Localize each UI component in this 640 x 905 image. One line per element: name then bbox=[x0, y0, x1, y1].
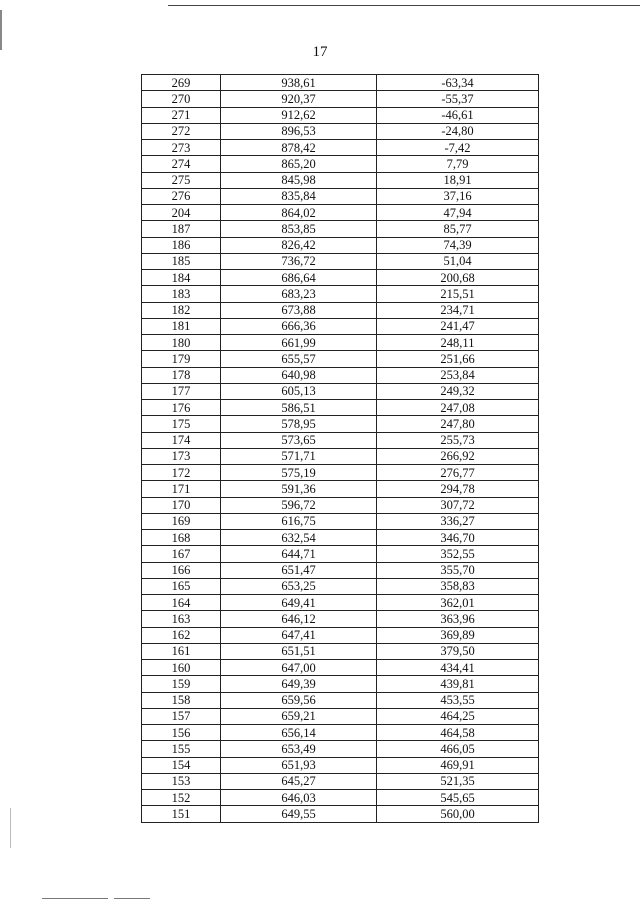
table-row bbox=[142, 595, 539, 611]
point-number-cell: 165 bbox=[142, 578, 221, 594]
table-row bbox=[142, 773, 539, 789]
y-coordinate-cell: 294,78 bbox=[377, 481, 539, 497]
x-coordinate-cell: 591,36 bbox=[221, 481, 377, 497]
x-coordinate-cell: 653,49 bbox=[221, 741, 377, 757]
table-row bbox=[142, 530, 539, 546]
point-number-cell: 166 bbox=[142, 562, 221, 578]
table-row bbox=[142, 351, 539, 367]
table-row bbox=[142, 302, 539, 318]
y-coordinate-cell: 379,50 bbox=[377, 643, 539, 659]
table-row bbox=[142, 75, 539, 91]
point-number-cell: 154 bbox=[142, 757, 221, 773]
point-number-cell: 170 bbox=[142, 497, 221, 513]
table-row bbox=[142, 107, 539, 123]
table-row bbox=[142, 400, 539, 416]
table-row bbox=[142, 91, 539, 107]
table-row bbox=[142, 383, 539, 399]
table-row bbox=[142, 416, 539, 432]
point-number-cell: 181 bbox=[142, 318, 221, 334]
table-row bbox=[142, 806, 539, 822]
point-number-cell: 158 bbox=[142, 692, 221, 708]
y-coordinate-cell: 363,96 bbox=[377, 611, 539, 627]
x-coordinate-cell: 651,93 bbox=[221, 757, 377, 773]
x-coordinate-cell: 938,61 bbox=[221, 75, 377, 91]
x-coordinate-cell: 605,13 bbox=[221, 383, 377, 399]
table-row bbox=[142, 318, 539, 334]
y-coordinate-cell: 255,73 bbox=[377, 432, 539, 448]
x-coordinate-cell: 912,62 bbox=[221, 107, 377, 123]
x-coordinate-cell: 586,51 bbox=[221, 400, 377, 416]
point-number-cell: 162 bbox=[142, 627, 221, 643]
y-coordinate-cell: 51,04 bbox=[377, 253, 539, 269]
point-number-cell: 272 bbox=[142, 123, 221, 139]
x-coordinate-cell: 666,36 bbox=[221, 318, 377, 334]
x-coordinate-cell: 651,51 bbox=[221, 643, 377, 659]
point-number-cell: 275 bbox=[142, 172, 221, 188]
point-number-cell: 159 bbox=[142, 676, 221, 692]
point-number-cell: 161 bbox=[142, 643, 221, 659]
y-coordinate-cell: 241,47 bbox=[377, 318, 539, 334]
table-row bbox=[142, 237, 539, 253]
x-coordinate-cell: 573,65 bbox=[221, 432, 377, 448]
table-row bbox=[142, 692, 539, 708]
x-coordinate-cell: 673,88 bbox=[221, 302, 377, 318]
table-row bbox=[142, 188, 539, 204]
table-row bbox=[142, 578, 539, 594]
y-coordinate-cell: 369,89 bbox=[377, 627, 539, 643]
x-coordinate-cell: 826,42 bbox=[221, 237, 377, 253]
point-number-cell: 271 bbox=[142, 107, 221, 123]
table-row bbox=[142, 757, 539, 773]
x-coordinate-cell: 865,20 bbox=[221, 156, 377, 172]
point-number-cell: 185 bbox=[142, 253, 221, 269]
point-number-cell: 171 bbox=[142, 481, 221, 497]
x-coordinate-cell: 571,71 bbox=[221, 448, 377, 464]
point-number-cell: 187 bbox=[142, 221, 221, 237]
x-coordinate-cell: 659,21 bbox=[221, 708, 377, 724]
table-row bbox=[142, 611, 539, 627]
point-number-cell: 269 bbox=[142, 75, 221, 91]
y-coordinate-cell: 37,16 bbox=[377, 188, 539, 204]
x-coordinate-cell: 616,75 bbox=[221, 513, 377, 529]
x-coordinate-cell: 653,25 bbox=[221, 578, 377, 594]
y-coordinate-cell: 439,81 bbox=[377, 676, 539, 692]
y-coordinate-cell: 234,71 bbox=[377, 302, 539, 318]
point-number-cell: 183 bbox=[142, 286, 221, 302]
point-number-cell: 180 bbox=[142, 335, 221, 351]
y-coordinate-cell: 247,08 bbox=[377, 400, 539, 416]
point-number-cell: 204 bbox=[142, 205, 221, 221]
y-coordinate-cell: 266,92 bbox=[377, 448, 539, 464]
x-coordinate-cell: 645,27 bbox=[221, 773, 377, 789]
y-coordinate-cell: 464,25 bbox=[377, 708, 539, 724]
page-number: 17 bbox=[312, 44, 328, 60]
x-coordinate-cell: 647,00 bbox=[221, 660, 377, 676]
table-row bbox=[142, 546, 539, 562]
y-coordinate-cell: 248,11 bbox=[377, 335, 539, 351]
x-coordinate-cell: 596,72 bbox=[221, 497, 377, 513]
table-row bbox=[142, 221, 539, 237]
y-coordinate-cell: -46,61 bbox=[377, 107, 539, 123]
x-coordinate-cell: 853,85 bbox=[221, 221, 377, 237]
y-coordinate-cell: 346,70 bbox=[377, 530, 539, 546]
table-row bbox=[142, 286, 539, 302]
table-row bbox=[142, 432, 539, 448]
x-coordinate-cell: 632,54 bbox=[221, 530, 377, 546]
x-coordinate-cell: 878,42 bbox=[221, 140, 377, 156]
point-number-cell: 276 bbox=[142, 188, 221, 204]
table-row bbox=[142, 481, 539, 497]
y-coordinate-cell: 85,77 bbox=[377, 221, 539, 237]
point-number-cell: 164 bbox=[142, 595, 221, 611]
x-coordinate-cell: 646,03 bbox=[221, 790, 377, 806]
table-row bbox=[142, 253, 539, 269]
y-coordinate-cell: -55,37 bbox=[377, 91, 539, 107]
top-rule bbox=[168, 5, 640, 6]
scan-margin-mark-lower bbox=[10, 808, 11, 848]
y-coordinate-cell: 466,05 bbox=[377, 741, 539, 757]
y-coordinate-cell: 7,79 bbox=[377, 156, 539, 172]
point-number-cell: 163 bbox=[142, 611, 221, 627]
table-row bbox=[142, 741, 539, 757]
y-coordinate-cell: -24,80 bbox=[377, 123, 539, 139]
y-coordinate-cell: 469,91 bbox=[377, 757, 539, 773]
table-row bbox=[142, 790, 539, 806]
point-number-cell: 156 bbox=[142, 725, 221, 741]
table-row bbox=[142, 660, 539, 676]
x-coordinate-cell: 646,12 bbox=[221, 611, 377, 627]
y-coordinate-cell: 251,66 bbox=[377, 351, 539, 367]
point-number-cell: 157 bbox=[142, 708, 221, 724]
x-coordinate-cell: 686,64 bbox=[221, 270, 377, 286]
y-coordinate-cell: 362,01 bbox=[377, 595, 539, 611]
x-coordinate-cell: 661,99 bbox=[221, 335, 377, 351]
point-number-cell: 155 bbox=[142, 741, 221, 757]
y-coordinate-cell: 352,55 bbox=[377, 546, 539, 562]
y-coordinate-cell: 247,80 bbox=[377, 416, 539, 432]
footer-rule-right bbox=[114, 898, 150, 899]
y-coordinate-cell: 453,55 bbox=[377, 692, 539, 708]
coordinates-table-body bbox=[142, 75, 539, 823]
point-number-cell: 151 bbox=[142, 806, 221, 822]
y-coordinate-cell: 253,84 bbox=[377, 367, 539, 383]
y-coordinate-cell: 18,91 bbox=[377, 172, 539, 188]
x-coordinate-cell: 655,57 bbox=[221, 351, 377, 367]
table-row bbox=[142, 156, 539, 172]
x-coordinate-cell: 920,37 bbox=[221, 91, 377, 107]
point-number-cell: 176 bbox=[142, 400, 221, 416]
point-number-cell: 178 bbox=[142, 367, 221, 383]
x-coordinate-cell: 651,47 bbox=[221, 562, 377, 578]
y-coordinate-cell: 336,27 bbox=[377, 513, 539, 529]
x-coordinate-cell: 649,55 bbox=[221, 806, 377, 822]
point-number-cell: 184 bbox=[142, 270, 221, 286]
x-coordinate-cell: 644,71 bbox=[221, 546, 377, 562]
y-coordinate-cell: -7,42 bbox=[377, 140, 539, 156]
point-number-cell: 172 bbox=[142, 465, 221, 481]
table-row bbox=[142, 172, 539, 188]
point-number-cell: 177 bbox=[142, 383, 221, 399]
point-number-cell: 274 bbox=[142, 156, 221, 172]
x-coordinate-cell: 736,72 bbox=[221, 253, 377, 269]
point-number-cell: 173 bbox=[142, 448, 221, 464]
x-coordinate-cell: 683,23 bbox=[221, 286, 377, 302]
y-coordinate-cell: 560,00 bbox=[377, 806, 539, 822]
y-coordinate-cell: 355,70 bbox=[377, 562, 539, 578]
table-row bbox=[142, 643, 539, 659]
y-coordinate-cell: 464,58 bbox=[377, 725, 539, 741]
x-coordinate-cell: 845,98 bbox=[221, 172, 377, 188]
y-coordinate-cell: 276,77 bbox=[377, 465, 539, 481]
x-coordinate-cell: 835,84 bbox=[221, 188, 377, 204]
x-coordinate-cell: 647,41 bbox=[221, 627, 377, 643]
point-number-cell: 273 bbox=[142, 140, 221, 156]
y-coordinate-cell: 545,65 bbox=[377, 790, 539, 806]
x-coordinate-cell: 640,98 bbox=[221, 367, 377, 383]
footer-rule-left bbox=[42, 898, 108, 899]
table-row bbox=[142, 335, 539, 351]
y-coordinate-cell: 47,94 bbox=[377, 205, 539, 221]
x-coordinate-cell: 659,56 bbox=[221, 692, 377, 708]
x-coordinate-cell: 896,53 bbox=[221, 123, 377, 139]
table-row bbox=[142, 627, 539, 643]
x-coordinate-cell: 578,95 bbox=[221, 416, 377, 432]
table-row bbox=[142, 725, 539, 741]
point-number-cell: 174 bbox=[142, 432, 221, 448]
table-row bbox=[142, 513, 539, 529]
point-number-cell: 179 bbox=[142, 351, 221, 367]
y-coordinate-cell: 215,51 bbox=[377, 286, 539, 302]
y-coordinate-cell: 307,72 bbox=[377, 497, 539, 513]
coordinates-table bbox=[141, 74, 539, 823]
x-coordinate-cell: 649,39 bbox=[221, 676, 377, 692]
point-number-cell: 186 bbox=[142, 237, 221, 253]
point-number-cell: 182 bbox=[142, 302, 221, 318]
table-row bbox=[142, 367, 539, 383]
point-number-cell: 167 bbox=[142, 546, 221, 562]
x-coordinate-cell: 575,19 bbox=[221, 465, 377, 481]
table-row bbox=[142, 270, 539, 286]
point-number-cell: 169 bbox=[142, 513, 221, 529]
y-coordinate-cell: 358,83 bbox=[377, 578, 539, 594]
table-row bbox=[142, 676, 539, 692]
table-row bbox=[142, 140, 539, 156]
point-number-cell: 160 bbox=[142, 660, 221, 676]
table-row bbox=[142, 562, 539, 578]
y-coordinate-cell: 521,35 bbox=[377, 773, 539, 789]
point-number-cell: 153 bbox=[142, 773, 221, 789]
point-number-cell: 168 bbox=[142, 530, 221, 546]
table-row bbox=[142, 708, 539, 724]
table-row bbox=[142, 123, 539, 139]
x-coordinate-cell: 864,02 bbox=[221, 205, 377, 221]
table-row bbox=[142, 205, 539, 221]
point-number-cell: 270 bbox=[142, 91, 221, 107]
point-number-cell: 152 bbox=[142, 790, 221, 806]
point-number-cell: 175 bbox=[142, 416, 221, 432]
y-coordinate-cell: 200,68 bbox=[377, 270, 539, 286]
x-coordinate-cell: 656,14 bbox=[221, 725, 377, 741]
x-coordinate-cell: 649,41 bbox=[221, 595, 377, 611]
y-coordinate-cell: 74,39 bbox=[377, 237, 539, 253]
y-coordinate-cell: -63,34 bbox=[377, 75, 539, 91]
table-row bbox=[142, 497, 539, 513]
table-row bbox=[142, 465, 539, 481]
y-coordinate-cell: 249,32 bbox=[377, 383, 539, 399]
y-coordinate-cell: 434,41 bbox=[377, 660, 539, 676]
table-row bbox=[142, 448, 539, 464]
